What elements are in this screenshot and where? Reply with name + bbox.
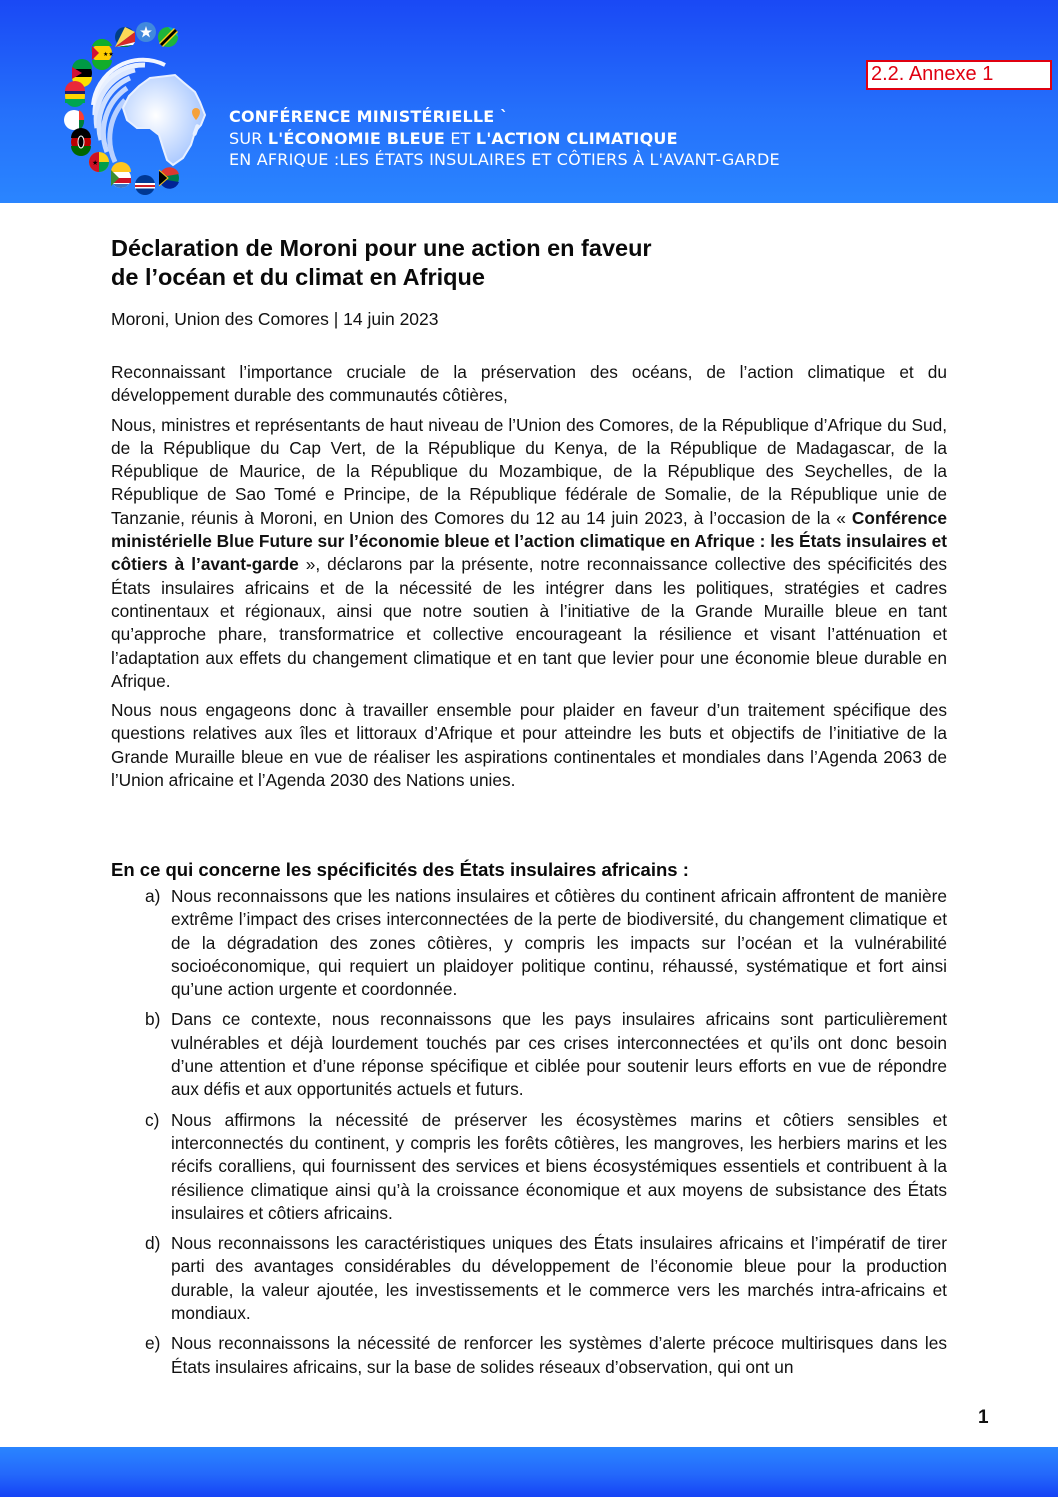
flag-tanzania-icon	[158, 27, 178, 47]
list-item	[145, 1008, 947, 1101]
flag-guinea-bissau-icon	[89, 152, 109, 172]
list-item-text: Dans ce contexte, nous reconnaissons que les pays insulaires africains sont particulièrement vulnérables et déjà lourdement touchés par ces crises interconnectées et qu’ils ont donc besoin d’une attention et d’une réponse spécifique et ciblée pour soutenir leurs efforts en vue de répondre aux défis et aux opportunités actuels et futurs.	[171, 1009, 947, 1100]
conference-title-line3: EN AFRIQUE :LES ÉTATS INSULAIRES ET CÔTIERS À L'AVANT-GARDE	[229, 150, 780, 169]
conference-title-line2	[229, 128, 780, 150]
flag-sao-tome-icon	[91, 39, 113, 70]
paragraph-commitment: Nous nous engageons donc à travailler ensemble pour plaider en faveur d’un traitement spécifique des questions relatives aux îles et littoraux d’Afrique et pour atteindre les buts et objectifs de l’initiative de la Grande Muraille bleue en vue de réaliser les aspirations continentales et mondiales dans l’Agenda 2063 de l’Union africaine et l’Agenda 2030 des Nations unies.	[111, 700, 947, 791]
document-title	[111, 234, 811, 292]
conference-title	[229, 106, 780, 171]
list-item	[145, 1109, 947, 1225]
annex-label-box: 2.2. Annexe 1	[866, 60, 1052, 90]
document-body	[111, 361, 947, 798]
document-title-line2: de l’océan et du climat en Afrique	[111, 264, 485, 290]
list-marker: a)	[145, 886, 161, 906]
flag-somalia-icon	[136, 22, 156, 42]
document-title-line1: Déclaration de Moroni pour une action en faveur	[111, 235, 652, 261]
svg-text:★★: ★★	[103, 52, 114, 58]
list-item-text: Nous reconnaissons la nécessité de renforcer les systèmes d’alerte précoce multirisques dans les États insulaires africains, sur la base de solides réseaux d’observation, qui ont un	[171, 1333, 947, 1377]
flag-south-africa-icon	[159, 167, 179, 189]
conference-title-line2-part: SUR	[229, 128, 268, 148]
list-item-text: Nous reconnaissons les caractéristiques uniques des États insulaires africains et l’impératif de tirer parti des avantages considérables du développement de l’économie bleue pour la production durable, la valeur ajoutée, les investissements et le commerce vers les marchés intra-africains et mondiaux.	[171, 1233, 947, 1324]
list-marker: e)	[145, 1333, 161, 1354]
list-item	[145, 885, 947, 1001]
svg-text:★: ★	[92, 160, 99, 167]
page-header-banner	[0, 0, 1058, 203]
list-item	[145, 1232, 947, 1325]
flag-kenya-icon	[71, 128, 91, 156]
document-subtitle: Moroni, Union des Comores | 14 juin 2023	[111, 309, 439, 329]
africa-map-icon	[123, 75, 205, 165]
flag-cape-verde-icon	[135, 175, 155, 195]
paragraph-declaration-text: Nous, ministres et représentants de haut niveau de l’Union des Comores, de la République d’Afrique du Sud, de la République du Cap Vert, de la République du Kenya, de la République de Madagascar, de la République de Maurice, de la République du Mozambique, de la République des Seychelles, de la République de Sao Tomé e Principe, de la République fédérale de Somalie, de la République unie de Tanzanie, réunis à Moroni, en Union des Comores du 12 au 14 juin 2023, à l’occasion de la «	[111, 414, 947, 528]
list-item	[145, 1332, 947, 1379]
page-number: 1	[978, 1407, 989, 1428]
conference-logo	[55, 20, 215, 200]
flag-seychelles-icon	[115, 27, 135, 47]
conference-name-bold: Conférence ministérielle Blue Future sur l’économie bleue et l’action climatique en Afrique : les États insulaires et côtiers à l’avant-garde	[111, 507, 947, 575]
paragraph-declaration	[111, 414, 947, 694]
paragraph-declaration-text: », déclarons par la présente, notre reconnaissance collective des spécificités des États insulaires africains et de la nécessité de les intégrer dans les politiques, stratégies et cadres continentaux et régionaux, ainsi que notre soutien à l’initiative de la Grande Muraille bleue en tant qu’approche phare, transformatrice et collective encourageant la résilience et visant l’atténuation et l’adaptation aux effets du changement climatique et en tant que levier pour une économie bleue durable en Afrique.	[111, 554, 947, 691]
list-item-text: Nous reconnaissons que les nations insulaires et côtières du continent africain affrontent de manière extrême l’impact des crises interconnectées de la perte de biodiversité, du changement climatique et de la dégradation des zones côtières, y compris les impacts sur l’océan et la vulnérabilité socioéconomique, qui requiert un plaidoyer politique continu, réhaussé, systématique et fort ainsi qu’une action urgente et coordonnée.	[171, 886, 947, 1000]
flag-madagascar-icon	[64, 110, 84, 130]
conference-title-line2-part: ET	[445, 128, 476, 148]
list-marker: c)	[145, 1109, 160, 1130]
section-heading: En ce qui concerne les spécificités des États insulaires africains :	[111, 859, 689, 880]
flag-comoros-icon	[111, 162, 131, 188]
conference-title-line2-part: L'ACTION CLIMATIQUE	[475, 128, 678, 148]
list-item-text: Nous affirmons la nécessité de préserver les écosystèmes marins et côtiers sensibles et interconnectés du continent, y compris les forêts côtières, les mangroves, les herbiers marins et les récifs coralliens, qui fournissent des services et biens écosystémiques essentiels et contribuent à la résilience climatique ainsi qu’à la croissance économique et aux moyens de subsistance des États insulaires et côtiers africains.	[171, 1109, 947, 1223]
list-marker: d)	[145, 1233, 161, 1254]
page-footer-banner	[0, 1447, 1058, 1497]
conference-title-line2-part: L'ÉCONOMIE BLEUE	[267, 128, 446, 148]
paragraph-preamble: Reconnaissant l’importance cruciale de la préservation des océans, de l’action climatique et du développement durable des communautés côtières,	[111, 362, 947, 406]
list-marker: b)	[145, 1009, 161, 1030]
conference-title-line1: CONFÉRENCE MINISTÉRIELLE `	[229, 107, 509, 126]
flag-mauritius-icon	[65, 81, 85, 107]
declaration-list	[145, 885, 947, 1386]
